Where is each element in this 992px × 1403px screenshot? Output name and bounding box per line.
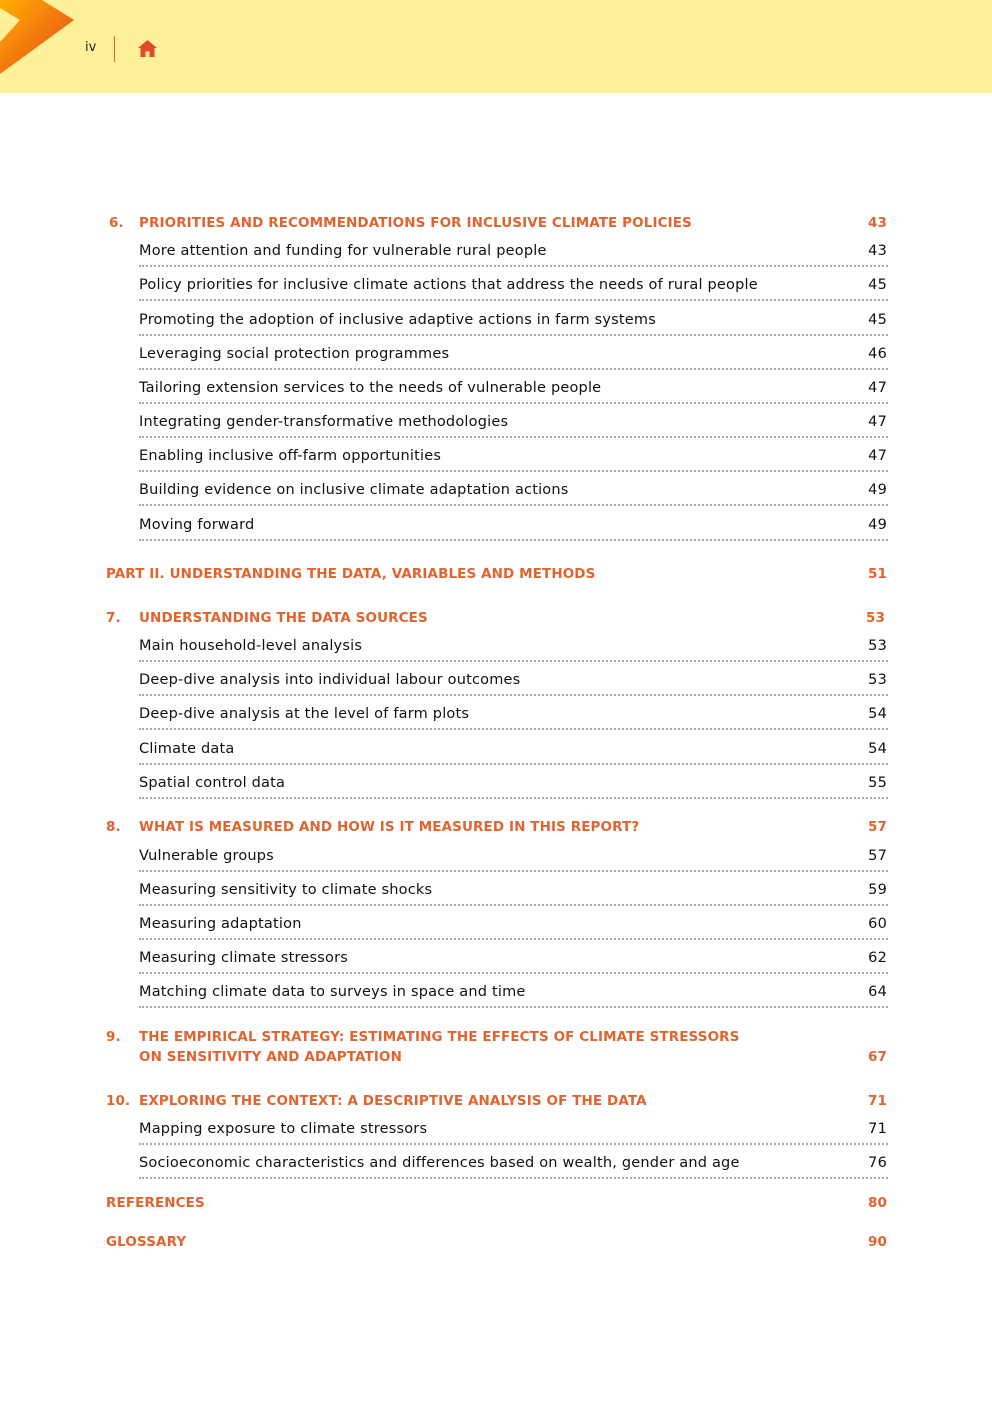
toc-heading-title: EXPLORING THE CONTEXT: A DESCRIPTIVE ANALYSIS OF THE DATA bbox=[139, 1093, 647, 1109]
toc-entry[interactable] bbox=[139, 706, 888, 730]
toc-entry[interactable] bbox=[139, 346, 888, 370]
toc-entry-text: Building evidence on inclusive climate adaptation actions bbox=[139, 482, 569, 498]
toc-entry-text: Leveraging social protection programmes bbox=[139, 346, 450, 362]
toc-entry-page: 53 bbox=[868, 672, 887, 688]
toc-entry[interactable] bbox=[139, 672, 888, 696]
toc-entry-text: Vulnerable groups bbox=[139, 848, 274, 864]
toc-entry-page: 55 bbox=[868, 775, 887, 791]
toc-entry-text: Policy priorities for inclusive climate actions that address the needs of rural people bbox=[139, 277, 758, 293]
toc-entry[interactable] bbox=[139, 1121, 888, 1145]
toc-heading-number: 10. bbox=[106, 1093, 131, 1109]
toc-entry-page: 47 bbox=[868, 414, 887, 430]
toc-heading-7[interactable] bbox=[0, 610, 992, 628]
toc-entry[interactable] bbox=[139, 984, 888, 1008]
toc-entry-text: Climate data bbox=[139, 741, 235, 757]
toc-glossary-page: 90 bbox=[868, 1234, 887, 1250]
toc-entry[interactable] bbox=[139, 243, 888, 267]
toc-entry-page: 62 bbox=[868, 950, 887, 966]
toc-entry-text: Measuring climate stressors bbox=[139, 950, 349, 966]
toc-entry[interactable] bbox=[139, 775, 888, 799]
page-number: iv bbox=[85, 40, 97, 55]
toc-heading-number: 8. bbox=[106, 819, 121, 835]
toc-heading-title: PRIORITIES AND RECOMMENDATIONS FOR INCLUSIVE CLIMATE POLICIES bbox=[139, 215, 692, 231]
toc-heading-page: 57 bbox=[868, 819, 887, 835]
toc-entry-text: Promoting the adoption of inclusive adaptive actions in farm systems bbox=[139, 312, 656, 328]
toc-entry-text: Main household-level analysis bbox=[139, 638, 363, 654]
toc-references[interactable] bbox=[0, 1195, 992, 1213]
toc-entry-page: 49 bbox=[868, 482, 887, 498]
toc-heading-8[interactable] bbox=[0, 819, 992, 837]
toc-entry[interactable] bbox=[139, 277, 888, 301]
toc-entry-page: 46 bbox=[868, 346, 887, 362]
toc-heading-page: 71 bbox=[868, 1093, 887, 1109]
toc-entry[interactable] bbox=[139, 848, 888, 872]
toc-heading-title: UNDERSTANDING THE DATA SOURCES bbox=[139, 610, 428, 626]
toc-heading-10[interactable] bbox=[0, 1093, 992, 1111]
toc-entry-text: Measuring adaptation bbox=[139, 916, 302, 932]
toc-entry[interactable] bbox=[139, 638, 888, 662]
toc-heading-6[interactable] bbox=[0, 215, 992, 233]
toc-entry-page: 47 bbox=[868, 380, 887, 396]
toc-entry-text: Matching climate data to surveys in space and time bbox=[139, 984, 526, 1000]
toc-heading-title-line2: ON SENSITIVITY AND ADAPTATION bbox=[139, 1049, 402, 1065]
toc-entry[interactable] bbox=[139, 380, 888, 404]
toc-part-title: PART II. UNDERSTANDING THE DATA, VARIABLES AND METHODS bbox=[106, 566, 596, 582]
toc-entry-page: 64 bbox=[868, 984, 887, 1000]
toc-part-heading[interactable] bbox=[0, 566, 992, 584]
toc-heading-9[interactable] bbox=[0, 1029, 992, 1069]
toc-entry-page: 45 bbox=[868, 312, 887, 328]
toc-entry-page: 53 bbox=[868, 638, 887, 654]
toc-entry-page: 54 bbox=[868, 741, 887, 757]
toc-entry-text: Moving forward bbox=[139, 517, 255, 533]
toc-entry[interactable] bbox=[139, 950, 888, 974]
toc-entry-text: Tailoring extension services to the needs of vulnerable people bbox=[139, 380, 602, 396]
toc-entry-text: Measuring sensitivity to climate shocks bbox=[139, 882, 433, 898]
toc-entry-page: 71 bbox=[868, 1121, 887, 1137]
toc-entry-text: Enabling inclusive off-farm opportunities bbox=[139, 448, 442, 464]
toc-heading-title: WHAT IS MEASURED AND HOW IS IT MEASURED IN THIS REPORT? bbox=[139, 819, 640, 835]
toc-heading-number: 9. bbox=[106, 1029, 121, 1045]
toc-entry-text: Integrating gender-transformative methodologies bbox=[139, 414, 509, 430]
toc-entry-page: 76 bbox=[868, 1155, 887, 1171]
toc-heading-title-line1: THE EMPIRICAL STRATEGY: ESTIMATING THE EFFECTS OF CLIMATE STRESSORS bbox=[139, 1029, 740, 1045]
toc-entry[interactable] bbox=[139, 312, 888, 336]
toc-part-page: 51 bbox=[868, 566, 887, 582]
chevron-decoration bbox=[0, 0, 76, 76]
toc-entry-text: Deep-dive analysis at the level of farm plots bbox=[139, 706, 470, 722]
toc-heading-page: 53 bbox=[866, 610, 885, 626]
toc-glossary-title: GLOSSARY bbox=[106, 1234, 187, 1250]
toc-entry-page: 43 bbox=[868, 243, 887, 259]
toc-entry-page: 59 bbox=[868, 882, 887, 898]
toc-entry-page: 49 bbox=[868, 517, 887, 533]
toc-entry[interactable] bbox=[139, 882, 888, 906]
header-band bbox=[0, 0, 992, 93]
home-icon[interactable] bbox=[137, 39, 158, 58]
toc-entry[interactable] bbox=[139, 741, 888, 765]
toc-entry[interactable] bbox=[139, 517, 888, 541]
toc-references-title: REFERENCES bbox=[106, 1195, 205, 1211]
toc-entry-page: 54 bbox=[868, 706, 887, 722]
toc-entry-page: 60 bbox=[868, 916, 887, 932]
toc-entry[interactable] bbox=[139, 482, 888, 506]
toc-entry[interactable] bbox=[139, 414, 888, 438]
toc-entry[interactable] bbox=[139, 916, 888, 940]
toc-heading-number: 7. bbox=[106, 610, 121, 626]
toc-heading-number: 6. bbox=[109, 215, 124, 231]
toc-entry-text: More attention and funding for vulnerable rural people bbox=[139, 243, 547, 259]
toc-entry-text: Spatial control data bbox=[139, 775, 286, 791]
toc-heading-page: 67 bbox=[868, 1049, 887, 1065]
toc-entry[interactable] bbox=[139, 1155, 888, 1179]
toc-glossary[interactable] bbox=[0, 1234, 992, 1252]
toc-heading-page: 43 bbox=[868, 215, 887, 231]
toc-entry-text: Deep-dive analysis into individual labour outcomes bbox=[139, 672, 521, 688]
toc-entry-page: 45 bbox=[868, 277, 887, 293]
toc-entry-text: Mapping exposure to climate stressors bbox=[139, 1121, 428, 1137]
toc-references-page: 80 bbox=[868, 1195, 887, 1211]
toc-entry[interactable] bbox=[139, 448, 888, 472]
header-divider bbox=[114, 36, 115, 62]
toc-entry-page: 57 bbox=[868, 848, 887, 864]
toc-entry-text: Socioeconomic characteristics and differences based on wealth, gender and age bbox=[139, 1155, 740, 1171]
toc-entry-page: 47 bbox=[868, 448, 887, 464]
